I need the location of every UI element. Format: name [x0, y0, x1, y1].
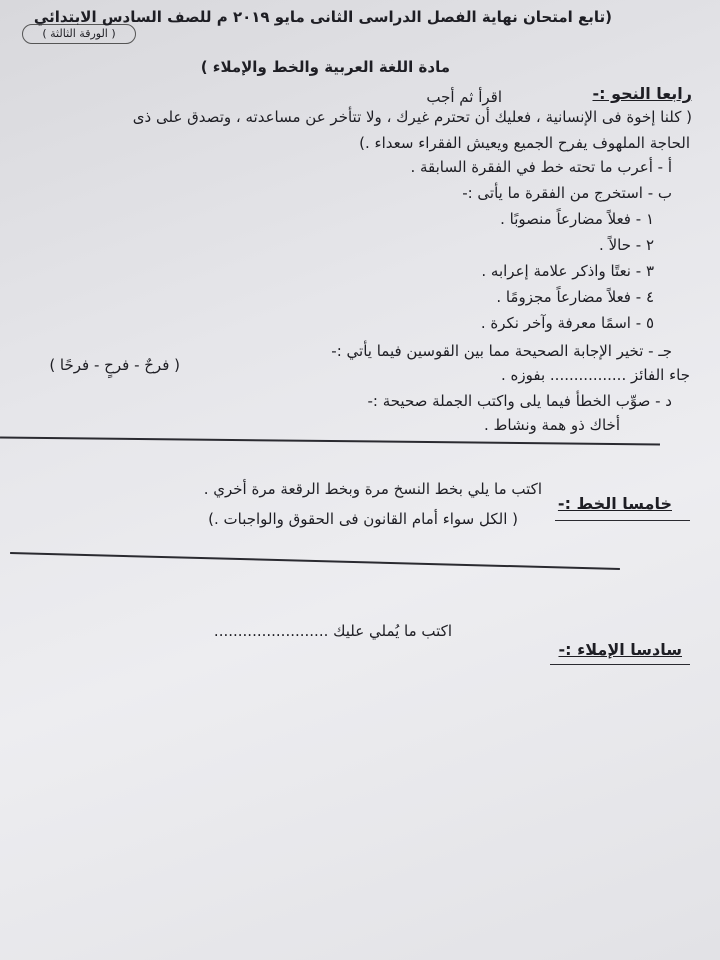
passage-line-1: ( كلنا إخوة فى الإنسانية ، فعليك أن تحترم غيرك ، ولا تتأخر عن مساعدته ، وتصدق على ذى — [132, 108, 692, 126]
paper-number-badge: ( الورقة الثالثة ) — [22, 24, 136, 44]
exam-header-line1: (تابع امتحان نهاية الفصل الدراسى الثانى مايو ٢٠١٩ م للصف السادس الابتدائي — [33, 8, 612, 26]
question-c-sentence: جاء الفائز ................ بفوزه . — [501, 366, 690, 384]
list-item: ٣ - نعتًا واذكر علامة إعرابه . — [481, 262, 654, 280]
divider — [0, 437, 660, 446]
question-c: جـ - تخير الإجابة الصحيحة مما بين القوسين فيما يأتي :- — [331, 342, 672, 360]
question-a: أ - أعرب ما تحته خط في الفقرة السابقة . — [410, 158, 672, 176]
calligraphy-instruction: اكتب ما يلي بخط النسخ مرة وبخط الرقعة مرة أخري . — [203, 480, 542, 498]
question-d: د - صوِّب الخطأ فيما يلى واكتب الجملة صحيحة :- — [367, 392, 672, 410]
passage-line-2: الحاجة الملهوف يفرح الجميع ويعيش الفقراء سعداء .) — [359, 134, 690, 152]
dictation-title: سادسا الإملاء :- — [558, 640, 682, 659]
divider — [550, 664, 690, 665]
grammar-instruction: اقرأ ثم أجب — [426, 88, 502, 106]
divider — [10, 552, 620, 570]
list-item: ٤ - فعلاً مضارعاً مجزومًا . — [496, 288, 654, 306]
question-b: ب - استخرج من الفقرة ما يأتى :- — [462, 184, 672, 202]
question-c-options: ( فرحٌ - فرحٍ - فرحًا ) — [49, 356, 180, 374]
dictation-instruction: اكتب ما يُملي عليك ........................ — [213, 622, 452, 640]
grammar-title: رابعا النحو :- — [592, 84, 692, 103]
list-item: ٥ - اسمًا معرفة وآخر نكرة . — [480, 314, 654, 332]
list-item: ٢ - حالاً . — [599, 236, 654, 254]
question-d-sentence: أخاك ذو همة ونشاط . — [483, 416, 620, 434]
list-item: ١ - فعلاً مضارعاً منصوبًا . — [500, 210, 654, 228]
divider — [555, 520, 690, 521]
exam-header-line2: مادة اللغة العربية والخط والإملاء ) — [200, 58, 450, 76]
calligraphy-title: خامسا الخط :- — [557, 494, 672, 513]
calligraphy-sentence: ( الكل سواء أمام القانون فى الحقوق والواجبات .) — [208, 510, 518, 528]
